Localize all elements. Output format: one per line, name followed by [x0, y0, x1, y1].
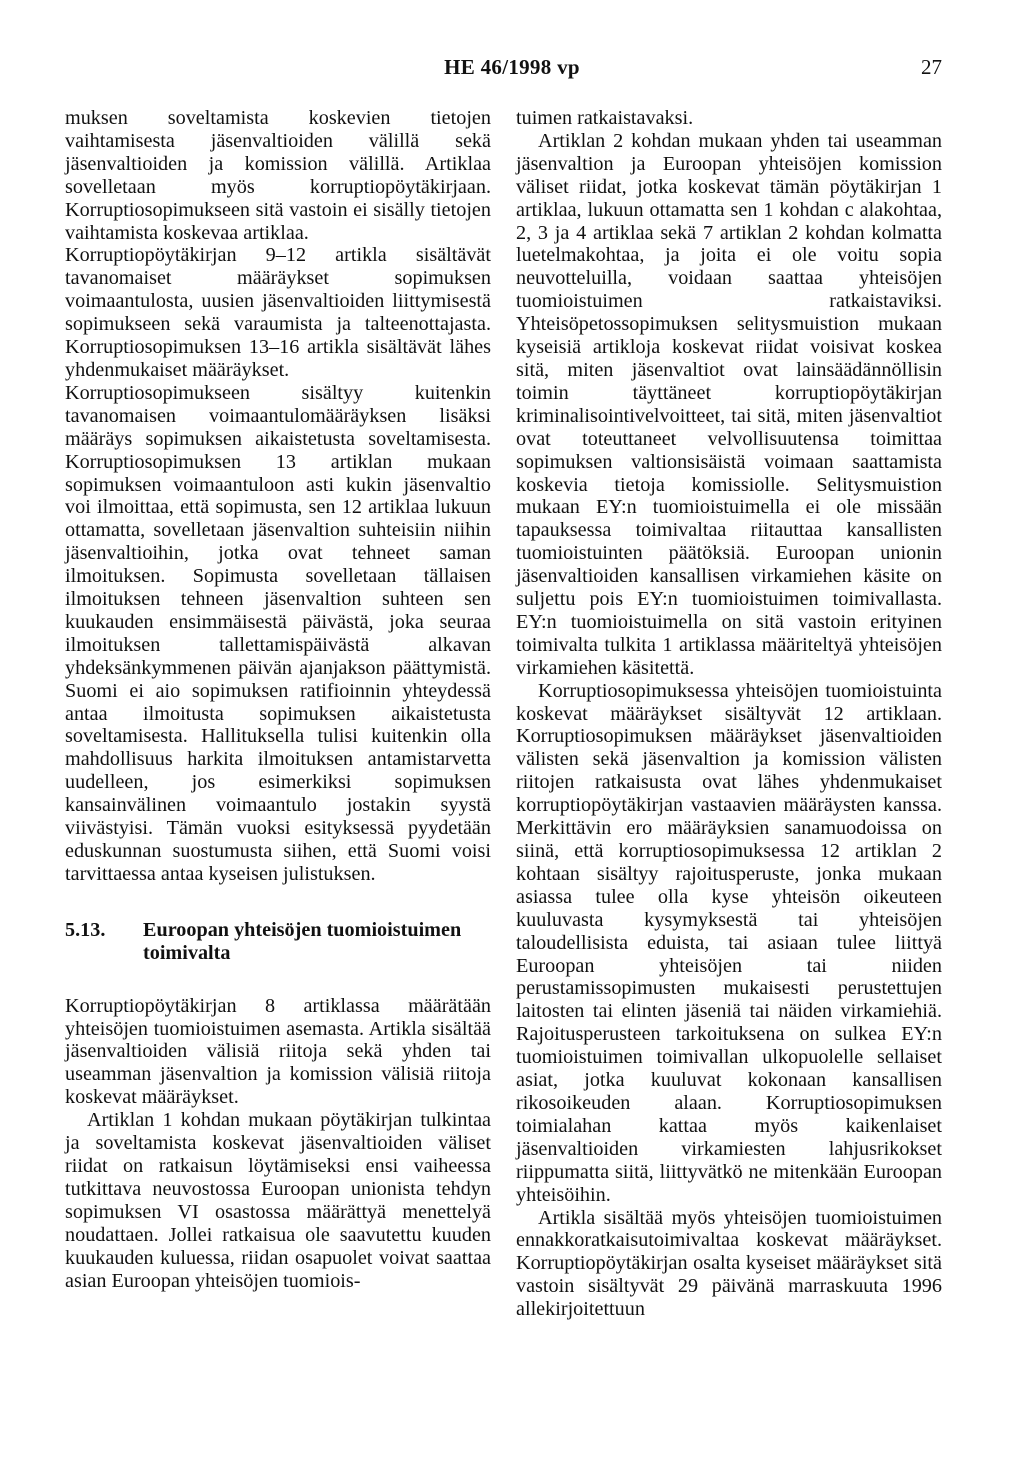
left-column — [65, 107, 491, 1292]
paragraph: Korruptiosopimuksessa yhteisöjen tuomioistuinta koskevat määräykset sisältyvät 12 artiklaan. Korruptiosopimuksen määräykset jäsenvaltioiden välisten sekä jäsenvaltion ja komission välisten riitojen ratkaisusta ovat lähes yhdenmukaiset korruptiopöytäkirjan vastaavien määräysten kanssa. Merkittävin ero määräyksien sanamuodoissa on siinä, että korruptiosopimuksessa 12 artiklan 2 kohtaan sisältyy rajoitusperuste, jonka mukaan asiassa tulee olla kyse yhteisön oikeuteen kuuluvasta kysymyksestä tai yhteisöjen taloudellisista eduista, tai asiaan tulee liittyä Euroopan yhteisöjen tai niiden perustamissopimusten mukaisesti perustettujen laitosten tai elinten jäseniä tai näiden virkamiehiä. Rajoitusperusteen tarkoituksena on sulkea EY:n tuomioistuimen toimivallan ulkopuolelle sellaiset asiat, jotka kuuluvat kokonaan kansallisen rikosoikeuden alaan. Korruptiosopimuksen toimialahan kattaa myös kaikenlaiset jäsenvaltioiden virkamiesten lahjusrikokset riippumatta siitä, liittyvätkö ne mitenkään Euroopan yhteisöihin. — [516, 679, 942, 1206]
paragraph: Korruptiopöytäkirjan 9–12 artikla sisältävät tavanomaiset määräykset sopimuksen voimaantulosta, uusien jäsenvaltioiden liittymisestä sopimukseen sekä varaumista ja talteenottajasta. Korruptiosopimuksen 13–16 artikla sisältävät lähes yhdenmukaiset määräykset. — [65, 244, 491, 381]
right-column — [516, 107, 942, 1321]
paragraph: Artiklan 1 kohdan mukaan pöytäkirjan tulkintaa ja soveltamista koskevat jäsenvaltioiden väliset riidat on ratkaisun löytämiseksi ensi vaiheessa tutkittava neuvostossa Euroopan unionista tehdyn sopimuksen VI osastossa määrättyä menettelyä noudattaen. Jollei ratkaisua ole saavutettu kuuden kuukauden kuluessa, riidan osapuolet voivat saattaa asian Euroopan yhteisöjen tuomiois- — [65, 1109, 491, 1292]
paragraph: muksen soveltamista koskevien tietojen vaihtamisesta jäsenvaltioiden välillä sekä jäsenvaltioiden ja komission välillä. Artiklaa sovelletaan myös korruptiopöytäkirjaan. Korruptiosopimukseen sitä vastoin ei sisälly tietojen vaihtamista koskevaa artiklaa. — [65, 107, 491, 244]
paragraph: tuimen ratkaistavaksi. — [516, 107, 694, 129]
paragraph: Artikla sisältää myös yhteisöjen tuomioistuimen ennakkoratkaisutoimivaltaa koskevat määräykset. Korruptiopöytäkirjan osalta kyseiset määräykset sitä vastoin sisältyvät 29 päivänä marraskuuta 1996 allekirjoitettuun — [516, 1206, 942, 1321]
page-header — [0, 55, 1024, 85]
section-heading — [65, 919, 491, 965]
page-number: 27 — [921, 55, 942, 79]
section-title: Euroopan yhteisöjen tuomioistuimen toimivalta — [143, 918, 462, 964]
paragraph: Artiklan 2 kohdan mukaan yhden tai useamman jäsenvaltion ja Euroopan yhteisöjen komission väliset riidat, jotka koskevat tämän pöytäkirjan 1 artiklaa, lukuun ottamatta sen 1 kohdan c alakohtaa, 2, 3 ja 4 artiklaa sekä 7 artiklan 2 kohdan kolmatta luetelmakohtaa, ja joita ei ole voitu sopia neuvotteluilla, voidaan saattaa yhteisöjen tuomioistuimen ratkaistaviksi. Yhteisöpetossopimuksen selitysmuistion mukaan kyseisiä artikloja koskevat riidat voisivat koskea sitä, miten jäsenvaltiot ovat lainsäädännöllisin toimin täyttäneet korruptiopöytäkirjan kriminalisointivelvoitteet, tai sitä, miten jäsenvaltiot ovat toteuttaneet velvollisuutensa toimittaa sopimuksen valtionsisäistä voimaan saattamista koskevia tietoja komissiolle. Selitysmuistion mukaan EY:n tuomioistuimella ei ole missään tapauksessa toimivaltaa riitauttaa kansallisten tuomioistuinten päätöksiä. Euroopan unionin jäsenvaltioiden kansallisen virkamiehen käsite on suljettu pois EY:n tuomioistuimen toimivallasta. EY:n tuomioistuimella on sitä vastoin erityinen toimivalta tulkita 1 artiklassa määriteltyä yhteisöjen virkamiehen käsitettä. — [516, 129, 942, 679]
paragraph: Korruptiosopimukseen sisältyy kuitenkin tavanomaisen voimaantulomääräyksen lisäksi määräys sopimuksen aikaistetusta soveltamisesta. Korruptiosopimuksen 13 artiklan mukaan sopimuksen voimaantuloon asti kukin jäsenvaltio voi ilmoittaa, että sopimusta, sen 12 artiklaa lukuun ottamatta, sovelletaan jäsenvaltion suhteisiin niihin jäsenvaltioihin, jotka ovat tehneet saman ilmoituksen. Sopimusta sovelletaan tällaisen ilmoituksen tehneen jäsenvaltion suhteen sen kuukauden ensimmäisestä päivästä, joka seuraa ilmoituksen tallettamispäivästä alkavan yhdeksänkymmenen päivän ajanjakson päättymistä. Suomi ei aio sopimuksen ratifioinnin yhteydessä antaa ilmoitusta sopimuksen aikaistetusta soveltamisesta. Hallituksella tulisi kuitenkin olla mahdollisuus harkita ilmoituksen antamistarvetta uudelleen, jos esimerkiksi sopimuksen kansainvälinen voimaantulo jostakin syystä viivästyisi. Tämän vuoksi esityksessä pyydetään eduskunnan suostumusta siihen, että Suomi voisi tarvittaessa antaa kyseisen julistuksen. — [65, 381, 491, 885]
paragraph: Korruptiopöytäkirjan 8 artiklassa määrätään yhteisöjen tuomioistuimen asemasta. Artikla sisältää jäsenvaltioiden välisiä riitoja sekä yhden tai useamman jäsenvaltion ja komission välisiä riitoja koskevat määräykset. — [65, 994, 491, 1109]
section-number: 5.13. — [65, 918, 106, 941]
document-id: HE 46/1998 vp — [444, 55, 580, 79]
